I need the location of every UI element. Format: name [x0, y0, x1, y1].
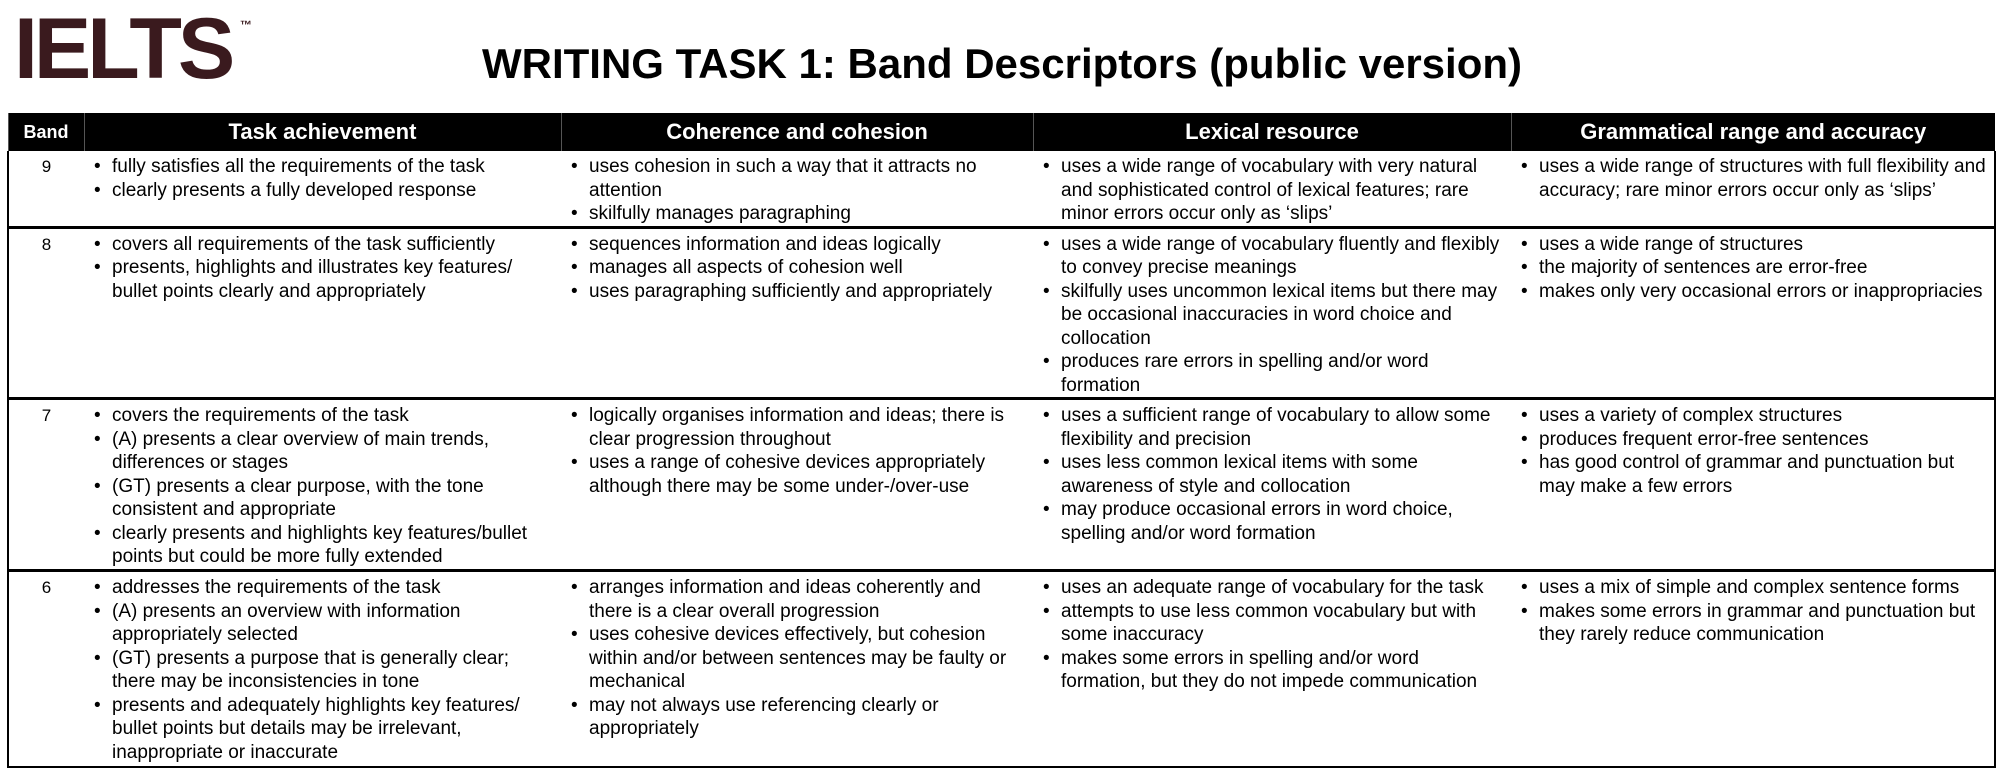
descriptor-text: produces rare errors in spelling and/or word formation — [1061, 351, 1429, 396]
cell-coherence-cohesion — [561, 571, 1033, 767]
descriptor-text: fully satisfies all the requirements of the task — [112, 156, 485, 177]
descriptor-text: (GT) presents a clear purpose, with the tone consistent and appropriate — [112, 475, 484, 520]
cell-coherence-cohesion — [561, 399, 1033, 571]
bullet-icon: • — [571, 624, 578, 645]
descriptor-text: uses a wide range of vocabulary fluently and flexibly to convey precise meanings — [1061, 233, 1500, 278]
descriptor-text: sequences information and ideas logically — [589, 233, 941, 255]
bullet-icon: • — [94, 600, 101, 622]
descriptor-text: covers all requirements of the task sufficiently — [112, 233, 495, 255]
descriptor-text: has good control of grammar and punctuation but may make a few errors — [1539, 452, 1955, 497]
descriptor-text: (A) presents a clear overview of main trends, differences or stages — [112, 428, 489, 473]
descriptor-text: uses a mix of simple and complex sentence forms — [1539, 577, 1960, 598]
descriptor-text: addresses the requirements of the task — [112, 577, 441, 598]
cell-task-achievement — [84, 399, 561, 571]
band-number: 8 — [8, 227, 84, 399]
bullet-icon: • — [1043, 647, 1050, 669]
descriptor-item — [1037, 404, 1507, 451]
band-number: 7 — [8, 399, 84, 571]
header-row — [8, 113, 1995, 151]
descriptor-item — [1037, 498, 1507, 545]
descriptor-text: uses a wide range of structures — [1539, 233, 1804, 255]
descriptor-text: may produce occasional errors in word choice, spelling and/or word formation — [1061, 499, 1453, 544]
cell-lexical-resource — [1033, 399, 1511, 571]
descriptor-item — [565, 155, 1029, 202]
header-grammatical-range: Grammatical range and accuracy — [1511, 113, 1995, 151]
descriptor-item — [1515, 576, 1990, 600]
bullet-icon: • — [94, 522, 101, 544]
cell-grammatical-range — [1511, 151, 1995, 227]
descriptor-item — [565, 623, 1029, 694]
descriptor-item — [565, 694, 1029, 741]
descriptor-item — [1037, 233, 1507, 280]
bullet-icon: • — [1521, 577, 1528, 598]
descriptor-text: makes some errors in grammar and punctuation but they rarely reduce communication — [1539, 600, 1976, 645]
descriptor-item — [1037, 600, 1507, 647]
trademark-mark: ™ — [240, 18, 252, 32]
bullet-icon: • — [1043, 499, 1050, 520]
descriptor-item — [88, 428, 557, 475]
descriptor-text: skilfully manages paragraphing — [589, 203, 851, 224]
descriptor-item — [1515, 233, 1990, 257]
descriptor-item — [1037, 350, 1507, 397]
descriptor-text: presents and adequately highlights key features/ bullet points but details may be irrelevant, inappropriate or inaccurate — [112, 694, 520, 763]
bullet-icon: • — [1043, 600, 1050, 622]
descriptor-text: uses a wide range of structures with full flexibility and accuracy; rare minor errors occur only as ‘slips’ — [1539, 156, 1986, 201]
bullet-icon: • — [94, 233, 101, 255]
bullet-icon: • — [1043, 405, 1050, 426]
descriptor-text: uses cohesive devices effectively, but cohesion within and/or between sentences may be faulty or mechanical — [589, 624, 1007, 692]
bullet-icon: • — [94, 428, 101, 450]
bullet-icon: • — [1521, 428, 1528, 450]
bullet-icon: • — [94, 257, 101, 278]
page-title: WRITING TASK 1: Band Descriptors (public version) — [482, 40, 1522, 87]
bullet-icon: • — [1521, 452, 1528, 473]
band-descriptors-table — [7, 113, 1996, 768]
descriptor-item — [565, 202, 1029, 226]
bullet-icon: • — [571, 156, 578, 177]
descriptor-item — [88, 404, 557, 428]
cell-lexical-resource — [1033, 571, 1511, 767]
descriptor-item — [88, 179, 557, 203]
descriptor-item — [1515, 451, 1990, 498]
descriptor-text: produces frequent error-free sentences — [1539, 428, 1869, 450]
cell-lexical-resource — [1033, 227, 1511, 399]
table-row — [8, 571, 1995, 767]
cell-grammatical-range — [1511, 227, 1995, 399]
bullet-icon: • — [94, 179, 101, 201]
descriptor-item — [1037, 576, 1507, 600]
descriptor-item — [1037, 155, 1507, 226]
descriptor-text: makes some errors in spelling and/or word formation, but they do not impede communication — [1061, 647, 1478, 692]
descriptor-item — [1515, 404, 1990, 428]
header-lexical-resource: Lexical resource — [1033, 113, 1511, 151]
cell-task-achievement — [84, 227, 561, 399]
descriptor-text: makes only very occasional errors or inappropriacies — [1539, 280, 1983, 302]
descriptor-item — [88, 576, 557, 600]
bullet-icon: • — [94, 577, 101, 598]
descriptor-text: attempts to use less common vocabulary but with some inaccuracy — [1061, 600, 1477, 645]
bullet-icon: • — [571, 257, 578, 278]
descriptor-text: uses an adequate range of vocabulary for the task — [1061, 577, 1484, 598]
descriptor-item — [565, 404, 1029, 451]
bullet-icon: • — [94, 694, 101, 716]
descriptor-item — [88, 647, 557, 694]
descriptor-item — [565, 256, 1029, 280]
descriptor-item — [565, 280, 1029, 304]
cell-lexical-resource — [1033, 151, 1511, 227]
descriptor-text: clearly presents a fully developed response — [112, 179, 477, 201]
descriptor-text: uses paragraphing sufficiently and appropriately — [589, 280, 993, 302]
band-number: 9 — [8, 151, 84, 227]
bullet-icon: • — [1521, 257, 1528, 278]
descriptor-item — [88, 475, 557, 522]
descriptor-item — [1515, 155, 1990, 202]
bullet-icon: • — [1521, 156, 1528, 177]
descriptor-text: uses a wide range of vocabulary with very natural and sophisticated control of lexical features; rare minor errors occur only as ‘slips’ — [1061, 156, 1478, 224]
descriptor-item — [1515, 280, 1990, 304]
descriptor-text: clearly presents and highlights key features/bullet points but could be more fully extended — [112, 522, 528, 567]
cell-grammatical-range — [1511, 399, 1995, 571]
cell-coherence-cohesion — [561, 151, 1033, 227]
descriptor-text: (A) presents an overview with information appropriately selected — [112, 600, 461, 645]
descriptor-text: (GT) presents a purpose that is generally clear; there may be inconsistencies in tone — [112, 647, 510, 692]
descriptor-item — [88, 155, 557, 179]
descriptor-text: arranges information and ideas coherently and there is a clear overall progression — [589, 577, 981, 622]
descriptor-item — [1515, 428, 1990, 452]
descriptor-item — [88, 256, 557, 303]
descriptor-text: may not always use referencing clearly or appropriately — [589, 694, 939, 739]
descriptor-item — [1037, 647, 1507, 694]
band-number: 6 — [8, 571, 84, 767]
descriptor-text: uses less common lexical items with some awareness of style and collocation — [1061, 452, 1418, 497]
bullet-icon: • — [571, 452, 578, 473]
bullet-icon: • — [571, 405, 578, 426]
descriptor-item — [88, 233, 557, 257]
descriptor-text: uses cohesion in such a way that it attracts no attention — [589, 156, 977, 201]
descriptor-item — [88, 694, 557, 765]
bullet-icon: • — [571, 233, 578, 255]
header-coherence-cohesion: Coherence and cohesion — [561, 113, 1033, 151]
header-band: Band — [8, 113, 84, 151]
cell-task-achievement — [84, 571, 561, 767]
descriptor-text: logically organises information and ideas; there is clear progression throughout — [589, 405, 1005, 450]
bullet-icon: • — [1043, 577, 1050, 598]
descriptor-text: uses a variety of complex structures — [1539, 405, 1843, 426]
table-row — [8, 399, 1995, 571]
bullet-icon: • — [571, 203, 578, 224]
descriptor-item — [88, 522, 557, 569]
bullet-icon: • — [94, 405, 101, 426]
descriptor-item — [565, 451, 1029, 498]
descriptor-item — [1037, 451, 1507, 498]
descriptor-text: presents, highlights and illustrates key features/ bullet points clearly and appropriately — [112, 257, 513, 302]
cell-coherence-cohesion — [561, 227, 1033, 399]
descriptor-text: uses a range of cohesive devices appropriately although there may be some under-/over-use — [589, 452, 986, 497]
cell-grammatical-range — [1511, 571, 1995, 767]
bullet-icon: • — [1521, 600, 1528, 622]
bullet-icon: • — [94, 475, 101, 497]
descriptor-item — [1515, 600, 1990, 647]
descriptor-text: uses a sufficient range of vocabulary to allow some flexibility and precision — [1061, 405, 1491, 450]
bullet-icon: • — [1043, 156, 1050, 177]
bullet-icon: • — [1521, 233, 1528, 255]
bullet-icon: • — [1043, 351, 1050, 372]
descriptor-text: manages all aspects of cohesion well — [589, 257, 903, 278]
bullet-icon: • — [1521, 280, 1528, 302]
table-row — [8, 151, 1995, 227]
descriptor-item — [565, 233, 1029, 257]
descriptor-text: skilfully uses uncommon lexical items but there may be occasional inaccuracies in word choice and collocation — [1061, 280, 1498, 349]
table-row — [8, 227, 1995, 399]
descriptor-item — [565, 576, 1029, 623]
bullet-icon: • — [1043, 280, 1050, 302]
descriptor-item — [1515, 256, 1990, 280]
bullet-icon: • — [571, 577, 578, 598]
bullet-icon: • — [571, 280, 578, 302]
bullet-icon: • — [1521, 405, 1528, 426]
header-task-achievement: Task achievement — [84, 113, 561, 151]
descriptor-item — [88, 600, 557, 647]
descriptor-item — [1037, 280, 1507, 351]
bullet-icon: • — [94, 156, 101, 177]
descriptor-text: the majority of sentences are error-free — [1539, 257, 1868, 278]
bullet-icon: • — [94, 647, 101, 669]
ielts-logo: IELTS — [14, 1, 232, 97]
bullet-icon: • — [1043, 233, 1050, 255]
bullet-icon: • — [1043, 452, 1050, 473]
descriptor-text: covers the requirements of the task — [112, 405, 409, 426]
bullet-icon: • — [571, 694, 578, 716]
cell-task-achievement — [84, 151, 561, 227]
